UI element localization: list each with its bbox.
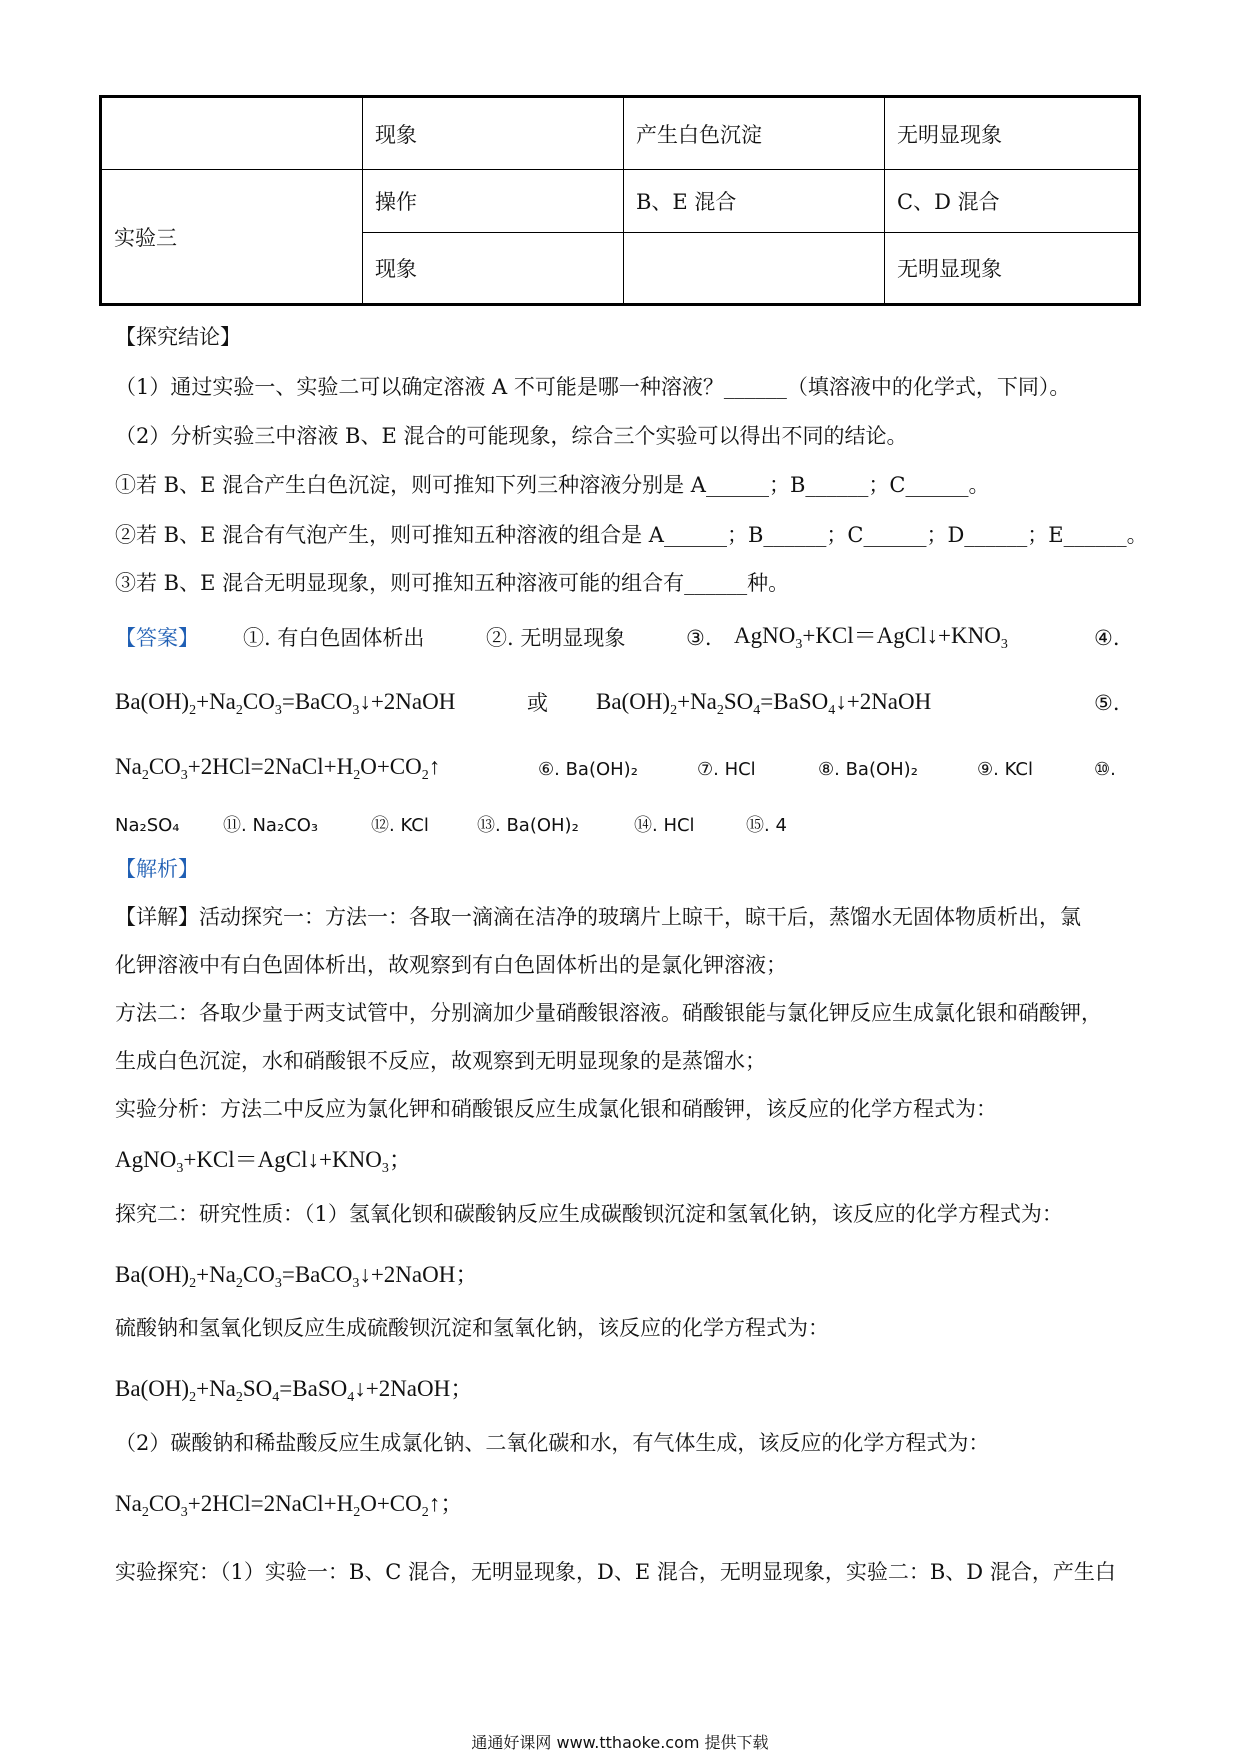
equation-baoh2-na2so4: $Ba(OH)_2+Na_2SO_4=BaSO_4↓+2NaOH$； [115,1376,474,1405]
detail-line: 探究二：研究性质：（1）氢氧化钡和碳酸钠反应生成碳酸钡沉淀和氢氧化钠，该反应的化学方程式为： [115,1202,1063,1226]
table-cell: 产生白色沉淀 [624,97,885,170]
question-2: （2）分析实验三中溶液 B、E 混合的可能现象，综合三个实验可以得出不同的结论。 [115,424,908,448]
answer-7: ⑦. HCl [697,759,756,780]
analysis-label: 【解析】 [115,857,199,881]
conclusion-heading: 【探究结论】 [115,325,241,349]
answer-14: ⑭. HCl [634,815,695,836]
equation-agno3-kcl: $AgNO_3+KCl=AgCl↓+KNO_3$ [734,623,1008,652]
footer-text: 通通好课网 www.tthaoke.com 提供下载 [471,1733,769,1752]
answer-4-number: ④. [1094,626,1120,650]
question-2-1: ①若 B、E 混合产生白色沉淀，则可推知下列三种溶液分别是 A______；B______；C______。 [115,473,990,497]
answer-10: Na₂SO₄ [115,815,180,836]
experiment-table [99,95,1141,306]
table-row [101,170,1140,233]
table-cell: B、E 混合 [624,170,885,233]
answer-12: ⑫. KCl [371,815,429,836]
question-2-3: ③若 B、E 混合无明显现象，则可推知五种溶液可能的组合有______种。 [115,571,790,595]
answer-6: ⑥. Ba(OH)₂ [538,759,638,780]
answer-1: ①. 有白色固体析出 [243,626,425,650]
detail-line: 【详解】活动探究一：方法一：各取一滴滴在洁净的玻璃片上晾干，晾干后，蒸馏水无固体物质析出，氯 [115,905,1081,929]
answer-11: ⑪. Na₂CO₃ [223,815,319,836]
table-cell: C、D 混合 [885,170,1140,233]
or-text: 或 [527,691,548,715]
equation-na2co3-hcl: $Na_2CO_3+2HCl=2NaCl+H_2O+CO_2↑$ [115,754,441,783]
table-cell: 操作 [363,170,624,233]
table-cell [101,97,363,170]
detail-line: 实验分析：方法二中反应为氯化钾和硝酸银反应生成氯化银和硝酸钾，该反应的化学方程式为： [115,1097,997,1121]
answer-13: ⑬. Ba(OH)₂ [477,815,579,836]
table-cell [624,233,885,305]
equation-baoh2-na2co3: $Ba(OH)_2+Na_2CO_3=BaCO_3↓+2NaOH$ [115,689,456,718]
equation-baoh2-na2co3: $Ba(OH)_2+Na_2CO_3=BaCO_3↓+2NaOH$； [115,1262,479,1291]
answer-8: ⑧. Ba(OH)₂ [818,759,918,780]
table-cell: 实验三 [101,170,363,305]
detail-line: 硫酸钠和氢氧化钡反应生成硫酸钡沉淀和氢氧化钠，该反应的化学方程式为： [115,1316,829,1340]
answer-label: 【答案】 [115,626,199,650]
answer-5-number: ⑤. [1094,691,1120,715]
answer-3-number: ③. [686,626,712,650]
equation-na2co3-hcl: $Na_2CO_3+2HCl=2NaCl+H_2O+CO_2↑$； [115,1491,464,1520]
table-cell: 现象 [363,233,624,305]
detail-line: 实验探究：（1）实验一：B、C 混合，无明显现象，D、E 混合，无明显现象，实验二：B、D 混合，产生白 [115,1560,1116,1584]
table-cell: 无明显现象 [885,97,1140,170]
table-cell: 无明显现象 [885,233,1140,305]
detail-line: 生成白色沉淀，水和硝酸银不反应，故观察到无明显现象的是蒸馏水； [115,1049,766,1073]
answer-15: ⑮. 4 [746,815,787,836]
question-1: （1）通过实验一、实验二可以确定溶液 A 不可能是哪一种溶液？______（填溶液中的化学式，下同）。 [115,375,1071,399]
question-2-2: ②若 B、E 混合有气泡产生，则可推知五种溶液的组合是 A______；B______；C______；D______；E______。 [115,523,1148,547]
equation-baoh2-na2so4: $Ba(OH)_2+Na_2SO_4=BaSO_4↓+2NaOH$ [596,689,932,718]
answer-9: ⑨. KCl [977,759,1033,780]
table-cell: 现象 [363,97,624,170]
answer-10-number: ⑩. [1094,759,1116,780]
detail-line: （2）碳酸钠和稀盐酸反应生成氯化钠、二氧化碳和水，有气体生成，该反应的化学方程式为： [115,1431,990,1455]
table-row [101,97,1140,170]
detail-line: 方法二：各取少量于两支试管中，分别滴加少量硝酸银溶液。硝酸银能与氯化钾反应生成氯化银和硝酸钾， [115,1001,1102,1025]
equation-agno3-kcl: $AgNO_3+KCl=AgCl↓+KNO_3$； [115,1147,412,1176]
answer-2: ②. 无明显现象 [486,626,626,650]
detail-line: 化钾溶液中有白色固体析出，故观察到有白色固体析出的是氯化钾溶液； [115,953,787,977]
